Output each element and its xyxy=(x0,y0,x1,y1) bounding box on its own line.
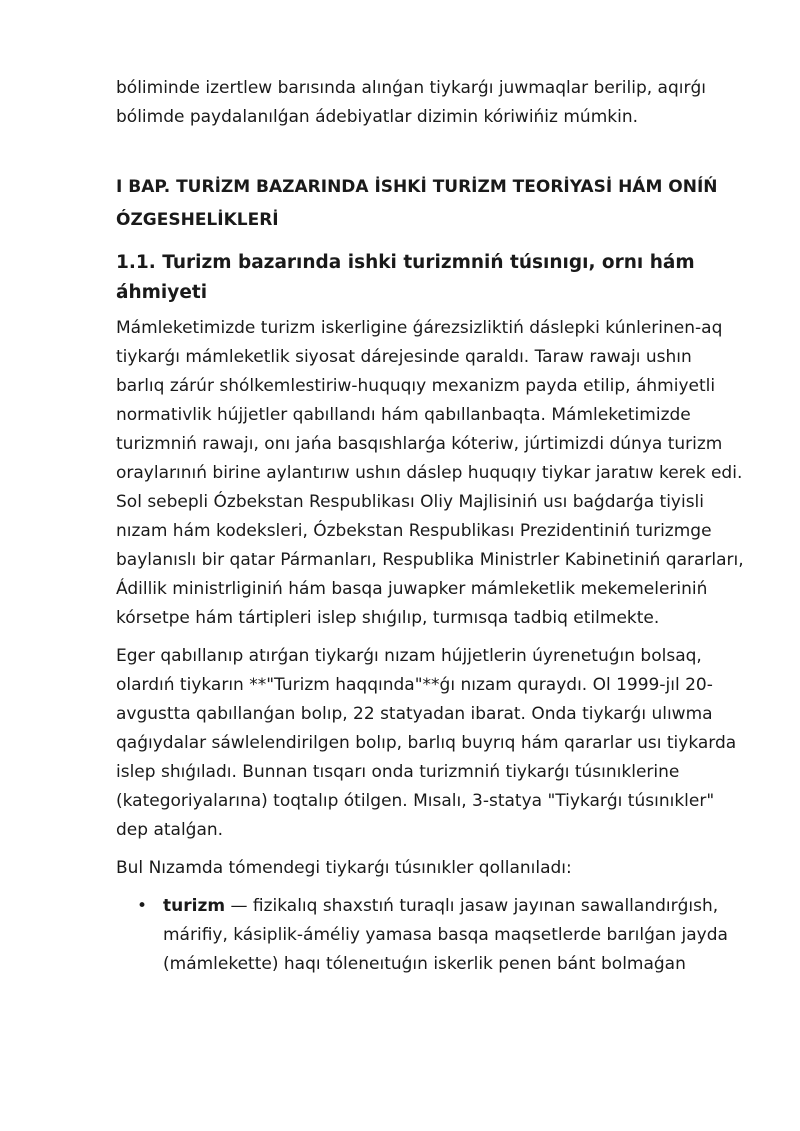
definition-list xyxy=(116,892,744,979)
intro-paragraph: bóliminde izertlew barısında alınǵan tiykarǵı juwmaqlar berilip, aqırǵı bólimde paydalanılǵan ádebiyatlar dizimin kóriwińiz múmkin. xyxy=(116,78,706,127)
document-page xyxy=(116,74,744,979)
definition-term: turizm xyxy=(163,896,226,916)
body-paragraph-3: Bul Nızamda tómendegi tiykarǵı túsınıkler qollanıladı: xyxy=(116,858,572,878)
list-item xyxy=(116,892,744,979)
chapter-heading: I BAP. TURİZM BAZARINDA İSHKİ TURİZM TEORİYASİ HÁM ONÍŃ ÓZGESHELİKLERİ xyxy=(116,177,718,230)
body-paragraph-2: Eger qabıllanıp atırǵan tiykarǵı nızam hújjetlerin úyrenetuǵın bolsaq, olardıń tiykarın **"Turizm haqqında"**ǵı nızam quraydı. Ol 1999-jıl 20-avgustta qabıllanǵan bolıp, 22 statyadan ibarat. Onda tiykarǵı ulıwma qaǵıydalar sáwlelendirilgen bolıp, barlıq buyrıq hám qararlar usı tiykarda islep shıǵıladı. Bunnan tısqarı onda turizmniń tiykarǵı túsınıklerine (kategoriyalarına) toqtalıp ótilgen. Mısalı, 3-statya "Tiykarǵı túsınıkler" dep atalǵan. xyxy=(116,646,737,840)
definition-text: — fizikalıq shaxstıń turaqlı jasaw jayınan sawallandırǵısh, márifiy, kásiplik-áméliy yamasa basqa maqsetlerde barılǵan jayda (mámlekette) haqı tóleneıtuǵın iskerlik penen bánt bolmaǵan xyxy=(163,896,728,974)
body-paragraph-1: Mámleketimizde turizm iskerligine ǵárezsizliktiń dáslepki kúnlerinen-aq tiykarǵı mámleketlik siyosat dárejesinde qaraldı. Taraw rawajı ushın barlıq zárúr shólkemlestiriw-huquqıy mexanizm payda etilip, áhmiyetli normativlik hújjetler qabıllandı hám qabıllanbaqta. Mámleketimizde turizmniń rawajı, onı jańa basqıshlarǵa kóteriw, júrtimizdi dúnya turizm oraylarınıń birine aylantırıw ushın dáslep huquqıy tiykar jaratıw kerek edi. Sol sebepli Ózbekstan Respublikası Oliy Majlisiniń usı baǵdarǵa tiyisli nızam hám kodeksleri, Ózbekstan Respublikası Prezidentiniń turizmge baylanıslı bir qatar Pármanları, Respublika Ministrler Kabinetiniń qararları, Ádillik ministrliginiń hám basqa juwapker mámleketlik mekemeleriniń kórsetpe hám tártipleri islep shıǵılıp, turmısqa tadbiq etilmekte. xyxy=(116,318,744,628)
section-heading: 1.1. Turizm bazarında ishki turizmniń túsınıgı, ornı hám áhmiyeti xyxy=(116,252,695,303)
bullet-icon: • xyxy=(137,896,148,916)
